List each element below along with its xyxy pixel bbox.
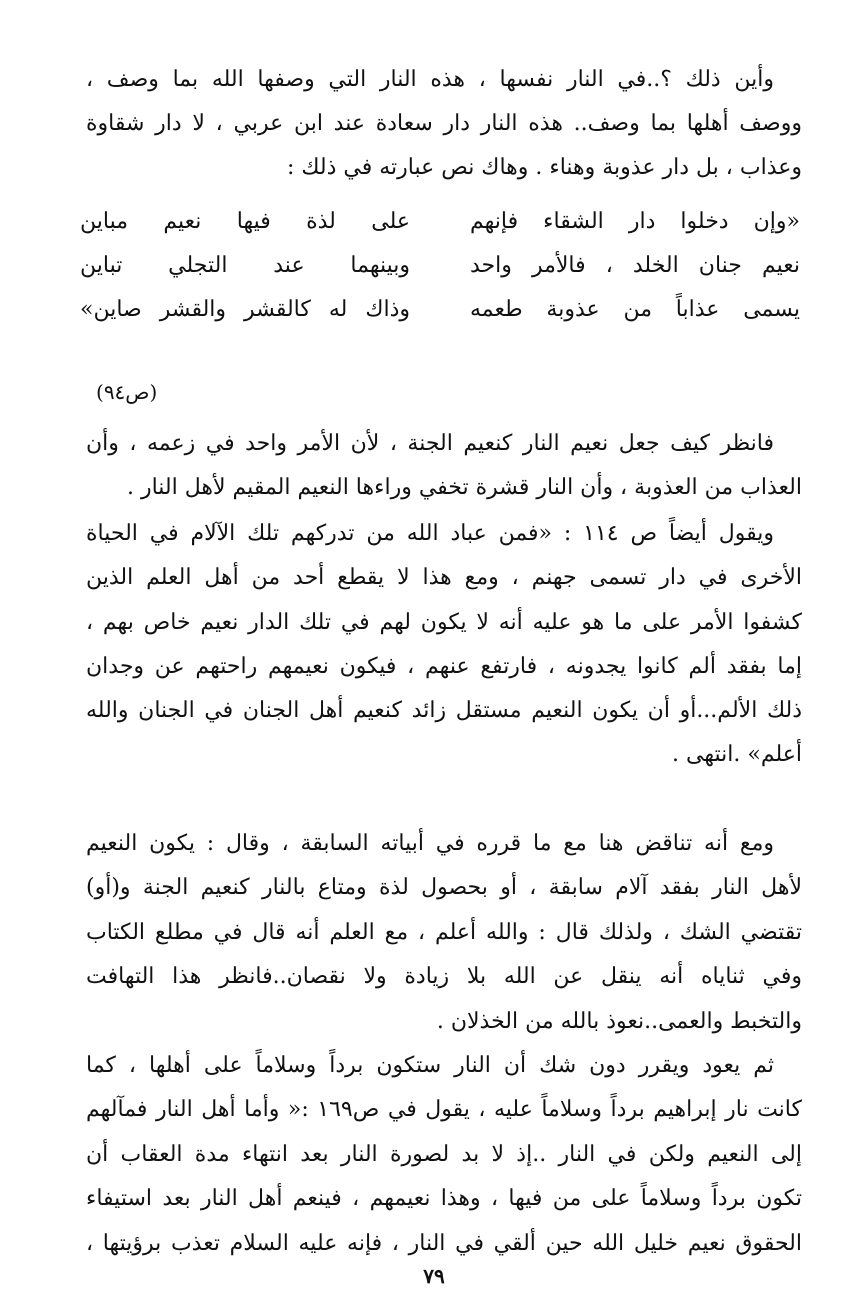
text-line: أعلم» .انتهى .: [672, 742, 802, 768]
poem-verse: [80, 288, 800, 332]
page-reference: (ص٩٤): [96, 380, 158, 404]
paragraph-4: [86, 1044, 802, 1266]
text-line: الأخرى في دار تسمى جهنم ، ومع هذا لا يقطع أحد من أهل العلم الذين: [86, 565, 802, 591]
text-line: لأهل النار بفقد آلام سابقة ، أو بحصول لذة ومتاع بالنار كنعيم الجنة و(أو): [86, 875, 802, 901]
page-number: ٧٩: [423, 1264, 445, 1288]
text-line: الحقوق نعيم خليل الله حين ألقي في النار ، فإنه عليه السلام تعذب برؤيتها ،: [86, 1230, 802, 1256]
text-line: وفي ثناياه أنه ينقل عن الله بلا زيادة ولا نقصان..فانظر هذا التهافت: [86, 964, 802, 990]
text-line: والتخبط والعمى..نعوذ بالله من الخذلان .: [436, 1008, 802, 1034]
text-line: ويقول أيضاً ص ١١٤ : «فمن عباد الله من تدركهم تلك الآلام في الحياة: [86, 521, 774, 546]
paragraph-2: [86, 512, 802, 778]
text-line: تكون برداً وسلاماً على من فيها ، وهذا نعيمهم ، فينعم أهل النار بعد استيفاء: [86, 1186, 802, 1212]
poem-second-hemistich: على لذة فيها نعيم مباين: [80, 209, 410, 234]
text-line: تقتضي الشك ، ولذلك قال : والله أعلم ، مع العلم أنه قال في مطلع الكتاب: [86, 919, 802, 945]
poem-first-hemistich: يسمى عذاباً من عذوبة طعمه: [470, 297, 800, 322]
text-line: ثم يعود ويقرر دون شك أن النار ستكون برداً وسلاماً على أهلها ، كما: [86, 1053, 774, 1078]
poem-second-hemistich: وبينهما عند التجلي تباين: [80, 253, 410, 278]
poem-verse: [80, 244, 800, 288]
text-line: فانظر كيف جعل نعيم النار كنعيم الجنة ، لأن الأمر واحد في زعمه ، وأن: [86, 431, 774, 456]
text-line: إلى النعيم ولكن في النار ..إذ لا بد لصورة النار بعد انتهاء مدة العقاب أن: [86, 1141, 802, 1167]
poem-first-hemistich: «وإن دخلوا دار الشقاء فإنهم: [470, 209, 800, 234]
text-line: العذاب من العذوبة ، وأن النار قشرة تخفي وراءها النعيم المقيم لأهل النار .: [126, 475, 802, 500]
text-line: كشفوا الأمر على ما هو عليه أنه لا يكون لهم في تلك الدار نعيم خاص بهم ،: [86, 609, 802, 635]
text-line: وعذاب ، بل دار عذوبة وهناء . وهاك نص عبارته في ذلك :: [286, 155, 802, 180]
text-line: كانت نار إبراهيم برداً وسلاماً عليه ، يقول في ص١٦٩ :« وأما أهل النار فمآلهم: [86, 1097, 802, 1123]
intro-paragraph: [86, 58, 802, 190]
poem-second-hemistich: وذاك له كالقشر والقشر صاين»: [80, 297, 410, 322]
poem-first-hemistich: نعيم جنان الخلد ، فالأمر واحد: [470, 253, 800, 278]
text-line: إما بفقد ألم كانوا يجدونه ، فارتفع عنهم ، فيكون نعيمهم راحتهم عن وجدان: [86, 653, 802, 679]
paragraph-3: [86, 822, 802, 1044]
paragraph-1: [86, 422, 802, 510]
text-line: ذلك الألم...أو أن يكون النعيم مستقل زائد كنعيم أهل الجنان في الجنان والله: [86, 698, 802, 724]
text-line: ومع أنه تناقض هنا مع ما قرره في أبياته السابقة ، وقال : يكون النعيم: [86, 831, 774, 856]
poem-block: [80, 200, 800, 332]
text-line: وأين ذلك ؟..في النار نفسها ، هذه النار التي وصفها الله بما وصف ،: [86, 67, 774, 92]
text-line: ووصف أهلها بما وصف.. هذه النار دار سعادة عند ابن عربي ، لا دار شقاوة: [86, 111, 802, 136]
poem-verse: [80, 200, 800, 244]
